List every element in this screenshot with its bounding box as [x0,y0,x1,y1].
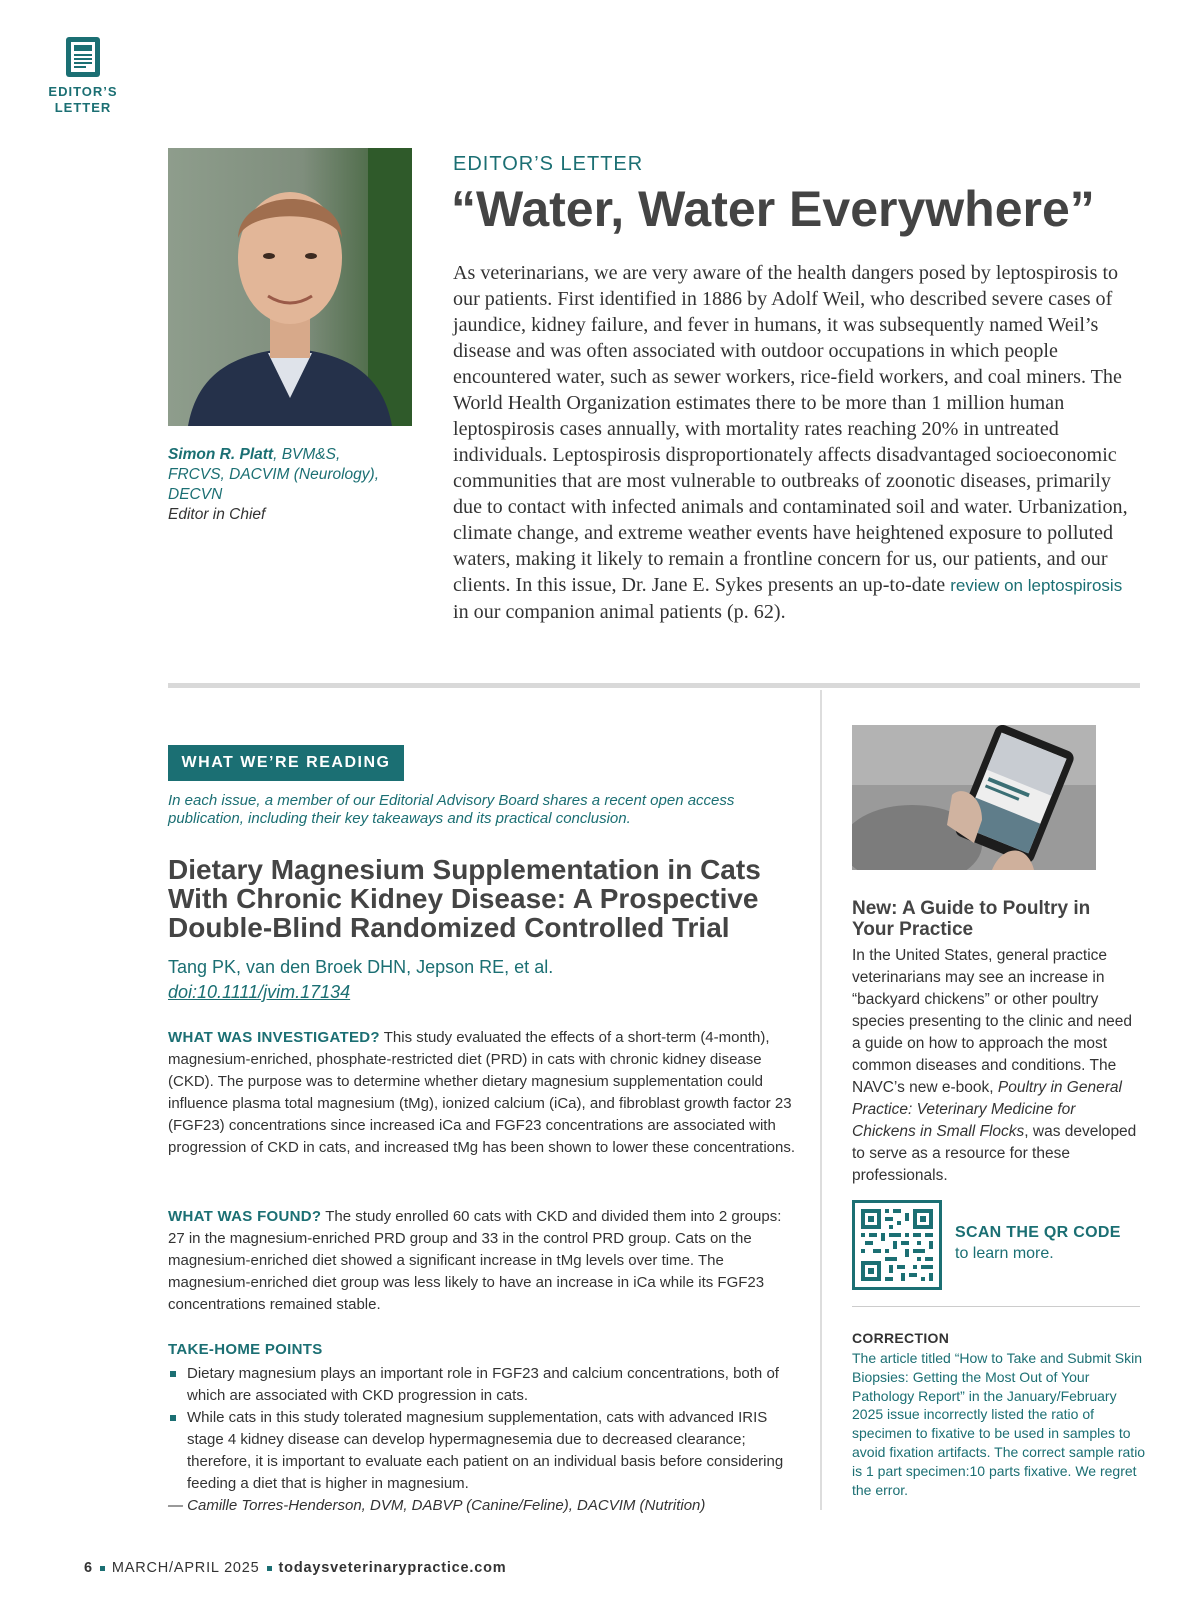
found-text: The study enrolled 60 cats with CKD and divided them into 2 groups: 27 in the magnesium-enriched PRD group and 33 in the control PRD group. Cats on the magnesium-enriched diet showed a significant increase in tMg levels over time. The magnesium-enriched diet group was less likely to have an increase in iCa while its FGF23 concentrations remained stable. [168,1208,782,1313]
editor-credentials-2: FRCVS, DACVIM (Neurology), [168,466,380,483]
investigated-section [168,1027,798,1159]
editor-byline [168,445,428,525]
sidebar-body-start: In the United States, general practice veterinarians may see an increase in “backyard chickens” or other poultry species presenting to the clinic and need a guide on how to approach the most common diseases and conditions. The NAVC’s new e-book, [852,947,1133,1096]
page-footer [84,1560,506,1576]
takehome-point: Dietary magnesium plays an important role in FGF23 and calcium concentrations, both of which are associated with CKD progression in cats. [168,1363,798,1407]
section-label-line1: EDITOR’S [48,84,118,99]
correction-text: The article titled “How to Take and Submit Skin Biopsies: Getting the Most Out of Your Pathology Report” in the January/February 2025 issue incorrectly listed the ratio of specimen to fixative to be used in samples to avoid fixation artifacts. The correct sample ratio is 1 part specimen:10 parts fixative. We regret the error. [852,1350,1146,1498]
takehome-list [168,1363,798,1495]
column-divider [820,690,822,1510]
investigated-heading: WHAT WAS INVESTIGATED? [168,1029,380,1046]
page-number: 6 [84,1560,93,1576]
reading-tag: WHAT WE’RE READING [168,745,404,781]
editor-portrait [168,148,412,426]
sidebar-body [852,945,1142,1187]
editor-role: Editor in Chief [168,506,266,523]
article-authors: Tang PK, van den Broek DHN, Jepson RE, et al. [168,957,554,977]
sidebar-divider [852,1306,1140,1307]
qr-subtext: to learn more. [955,1245,1054,1262]
qr-code[interactable] [852,1200,942,1290]
sidebar-body-end: , was developed to serve as a resource for these professionals. [852,1123,1137,1184]
section-divider [168,683,1140,688]
section-label-line2: LETTER [54,100,112,115]
takehome-heading: TAKE-HOME POINTS [168,1341,323,1358]
site-link[interactable]: todaysveterinarypractice.com [278,1560,507,1576]
section-label [30,36,136,116]
ebook-title: Poultry in General Practice: Veterinary Medicine for Chickens in Small Flocks [852,1079,1122,1140]
letter-title: “Water, Water Everywhere” [451,181,1095,237]
takehome-point: While cats in this study tolerated magnesium supplementation, cats with advanced IRIS stage 4 kidney disease can develop hypermagnesemia due to decreased clearance; therefore, it is important to evaluate each patient on an individual basis before considering feeding a diet that is higher in magnesium. [168,1407,798,1495]
footer-separator [267,1566,272,1571]
found-section [168,1206,798,1316]
qr-heading: SCAN THE QR CODE [955,1224,1121,1241]
leptospirosis-review-link[interactable]: review on leptospirosis [950,576,1123,595]
letter-kicker: EDITOR’S LETTER [453,153,644,175]
found-heading: WHAT WAS FOUND? [168,1208,322,1225]
letter-body [453,260,1139,625]
letter-body-text: As veterinarians, we are very aware of the health dangers posed by leptospirosis to our patients. First identified in 1886 by Adolf Weil, who described severe cases of jaundice, kidney failure, and fever in humans, it was subsequently named Weil’s disease and was often associated with outdoor occupations in which people encountered water, such as sewer workers, rice-field workers, and coal miners. The World Health Organization estimates there to be more than 1 million human leptospirosis cases annually, with mortality rates reaching 20% in untreated individuals. Leptospirosis disproportionately affects disadvantaged socioeconomic communities that are most vulnerable to outbreaks of zoonotic diseases, primarily due to contact with infected animals and contaminated soil and water. Urbanization, climate change, and extreme weather events have heightened exposure to polluted waters, making it likely to remain a frontline concern for us, our patients, and our clients. In this issue, Dr. Jane E. Sykes presents an up-to-date [453,262,1128,596]
editor-name: Simon R. Platt [168,446,274,463]
sidebar-title: New: A Guide to Poultry in Your Practice [852,898,1091,940]
tablet-photo [852,725,1096,870]
investigated-text: This study evaluated the effects of a short-term (4-month), magnesium-enriched, phosphate-restricted diet (PRD) in cats with chronic kidney disease (CKD). The purpose was to determine whether dietary magnesium supplementation could influence plasma total magnesium (tMg), ionized calcium (iCa), and fibroblast growth factor 23 (FGF23) concentrations since increased iCa and FGF23 concentrations are associated with progression of CKD in cats, and increased tMg has been shown to lower these concentrations. [168,1029,796,1156]
editor-credentials-3: DECVN [168,486,223,503]
issue-date: MARCH/APRIL 2025 [111,1560,260,1576]
footer-separator [100,1566,105,1571]
editor-credentials-1: , BVM&S, [273,446,341,463]
reviewer-signoff: — Camille Torres-Henderson, DVM, DABVP (Canine/Feline), DACVIM (Nutrition) [168,1497,706,1514]
correction-heading: CORRECTION [852,1330,950,1346]
article-title: Dietary Magnesium Supplementation in Cats With Chronic Kidney Disease: A Prospective Double-Blind Randomized Controlled Trial [168,854,761,943]
article-doi-link[interactable]: doi:10.1111/jvim.17134 [168,982,351,1002]
newspaper-icon [65,36,101,78]
letter-body-end: in our companion animal patients (p. 62). [453,601,786,623]
reading-intro: In each issue, a member of our Editorial Advisory Board shares a recent open access publication, including their key takeaways and its practical conclusion. [168,792,735,827]
